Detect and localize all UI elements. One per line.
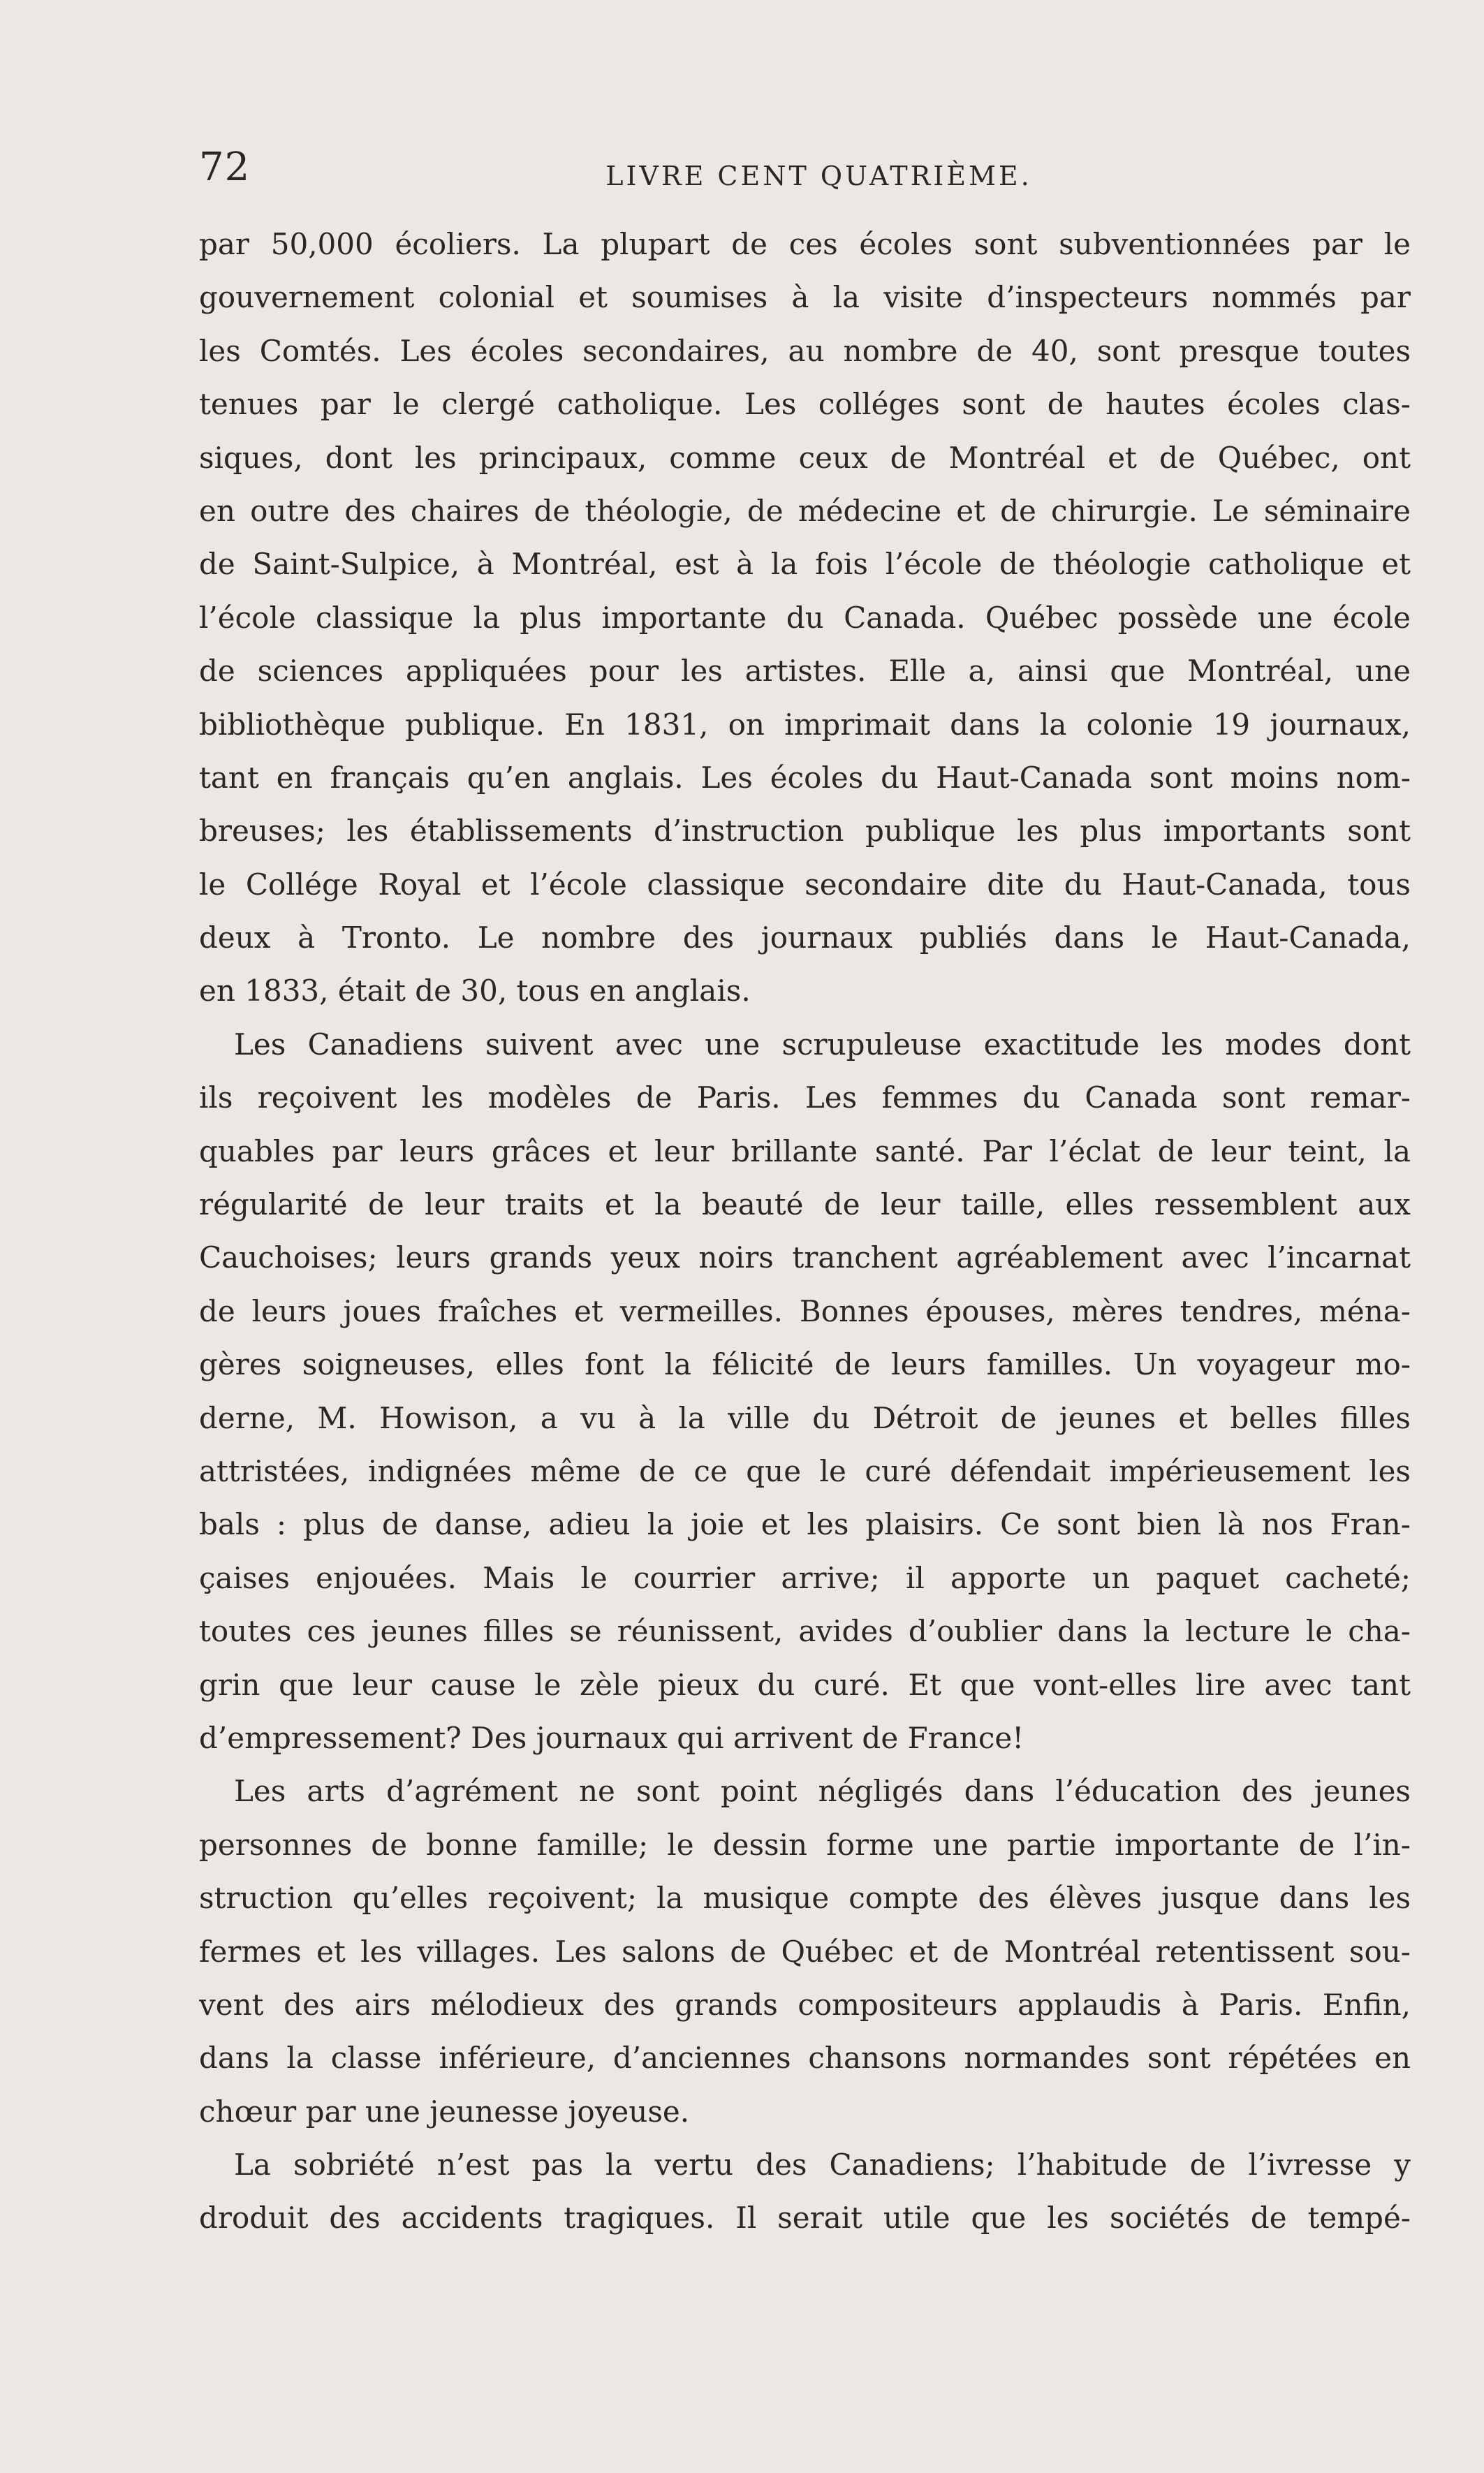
text-line: de sciences appliquées pour les artistes. Elle a, ainsi que Montréal, une [199, 654, 1411, 689]
text-line: régularité de leur traits et la beauté de leur taille, elles ressemblent aux [199, 1187, 1411, 1222]
text-line: breuses; les établissements d’instruction publique les plus importants sont [199, 814, 1411, 849]
text-line: gères soigneuses, elles font la félicité de leurs familles. Un voyageur mo- [199, 1347, 1411, 1382]
text-line: deux à Tronto. Le nombre des journaux publiés dans le Haut-Canada, [199, 920, 1411, 955]
text-line: le Collége Royal et l’école classique secondaire dite du Haut-Canada, tous [199, 867, 1411, 902]
text-line: çaises enjouées. Mais le courrier arrive; il apporte un paquet cacheté; [199, 1560, 1411, 1595]
text-line: de leurs joues fraîches et vermeilles. Bonnes épouses, mères tendres, ména- [199, 1293, 1411, 1328]
text-line: derne, M. Howison, a vu à la ville du Détroit de jeunes et belles filles [199, 1400, 1411, 1435]
text-line: Les arts d’agrément ne sont point négligés dans l’éducation des jeunes [234, 1774, 1411, 1809]
text-line: en outre des chaires de théologie, de médecine et de chirurgie. Le séminaire [199, 493, 1411, 528]
text-line: ils reçoivent les modèles de Paris. Les femmes du Canada sont remar- [199, 1080, 1411, 1115]
text-line: Les Canadiens suivent avec une scrupuleuse exactitude les modes dont [234, 1027, 1411, 1062]
text-line: l’école classique la plus importante du Canada. Québec possède une école [199, 600, 1411, 635]
page-number: 72 [199, 145, 251, 190]
text-line: tenues par le clergé catholique. Les colléges sont de hautes écoles clas- [199, 387, 1411, 422]
text-line: bibliothèque publique. En 1831, on imprimait dans la colonie 19 journaux, [199, 707, 1411, 742]
text-line: tant en français qu’en anglais. Les écoles du Haut-Canada sont moins nom- [199, 760, 1411, 795]
text-line: de Saint-Sulpice, à Montréal, est à la fois l’école de théologie catholique et [199, 547, 1411, 582]
text-line: chœur par une jeunesse joyeuse. [199, 2094, 690, 2129]
text-line: les Comtés. Les écoles secondaires, au nombre de 40, sont presque toutes [199, 333, 1411, 368]
text-line: dans la classe inférieure, d’anciennes chansons normandes sont répétées en [199, 2041, 1411, 2076]
text-line: fermes et les villages. Les salons de Québec et de Montréal retentissent sou- [199, 1934, 1411, 1969]
text-line: toutes ces jeunes filles se réunissent, avides d’oublier dans la lecture le cha- [199, 1614, 1411, 1649]
text-line: Cauchoises; leurs grands yeux noirs tranchent agréablement avec l’incarnat [199, 1240, 1411, 1275]
text-line: droduit des accidents tragiques. Il serait utile que les sociétés de tempé- [199, 2201, 1411, 2236]
text-line: La sobriété n’est pas la vertu des Canadiens; l’habitude de l’ivresse y [234, 2148, 1411, 2182]
body-text [199, 218, 1411, 2245]
page-header [199, 140, 1411, 196]
text-line: gouvernement colonial et soumises à la visite d’inspecteurs nommés par [199, 280, 1411, 315]
text-line: grin que leur cause le zèle pieux du curé. Et que vont-elles lire avec tant [199, 1667, 1411, 1702]
text-line: en 1833, était de 30, tous en anglais. [199, 974, 751, 1008]
text-line: personnes de bonne famille; le dessin forme une partie importante de l’in- [199, 1827, 1411, 1862]
text-line: quables par leurs grâces et leur brillante santé. Par l’éclat de leur teint, la [199, 1133, 1411, 1168]
text-line: vent des airs mélodieux des grands compositeurs applaudis à Paris. Enfin, [199, 1987, 1411, 2022]
running-head: LIVRE CENT QUATRIÈME. [605, 161, 1032, 191]
text-line: attristées, indignées même de ce que le curé défendait impérieusement les [199, 1453, 1411, 1488]
text-line: struction qu’elles reçoivent; la musique compte des élèves jusque dans les [199, 1881, 1411, 1916]
text-line: par 50,000 écoliers. La plupart de ces écoles sont subventionnées par le [199, 227, 1411, 261]
text-line: siques, dont les principaux, comme ceux de Montréal et de Québec, ont [199, 440, 1411, 475]
text-line: d’empressement? Des journaux qui arrivent de France! [199, 1720, 1024, 1755]
text-line: bals : plus de danse, adieu la joie et les plaisirs. Ce sont bien là nos Fran- [199, 1507, 1411, 1542]
